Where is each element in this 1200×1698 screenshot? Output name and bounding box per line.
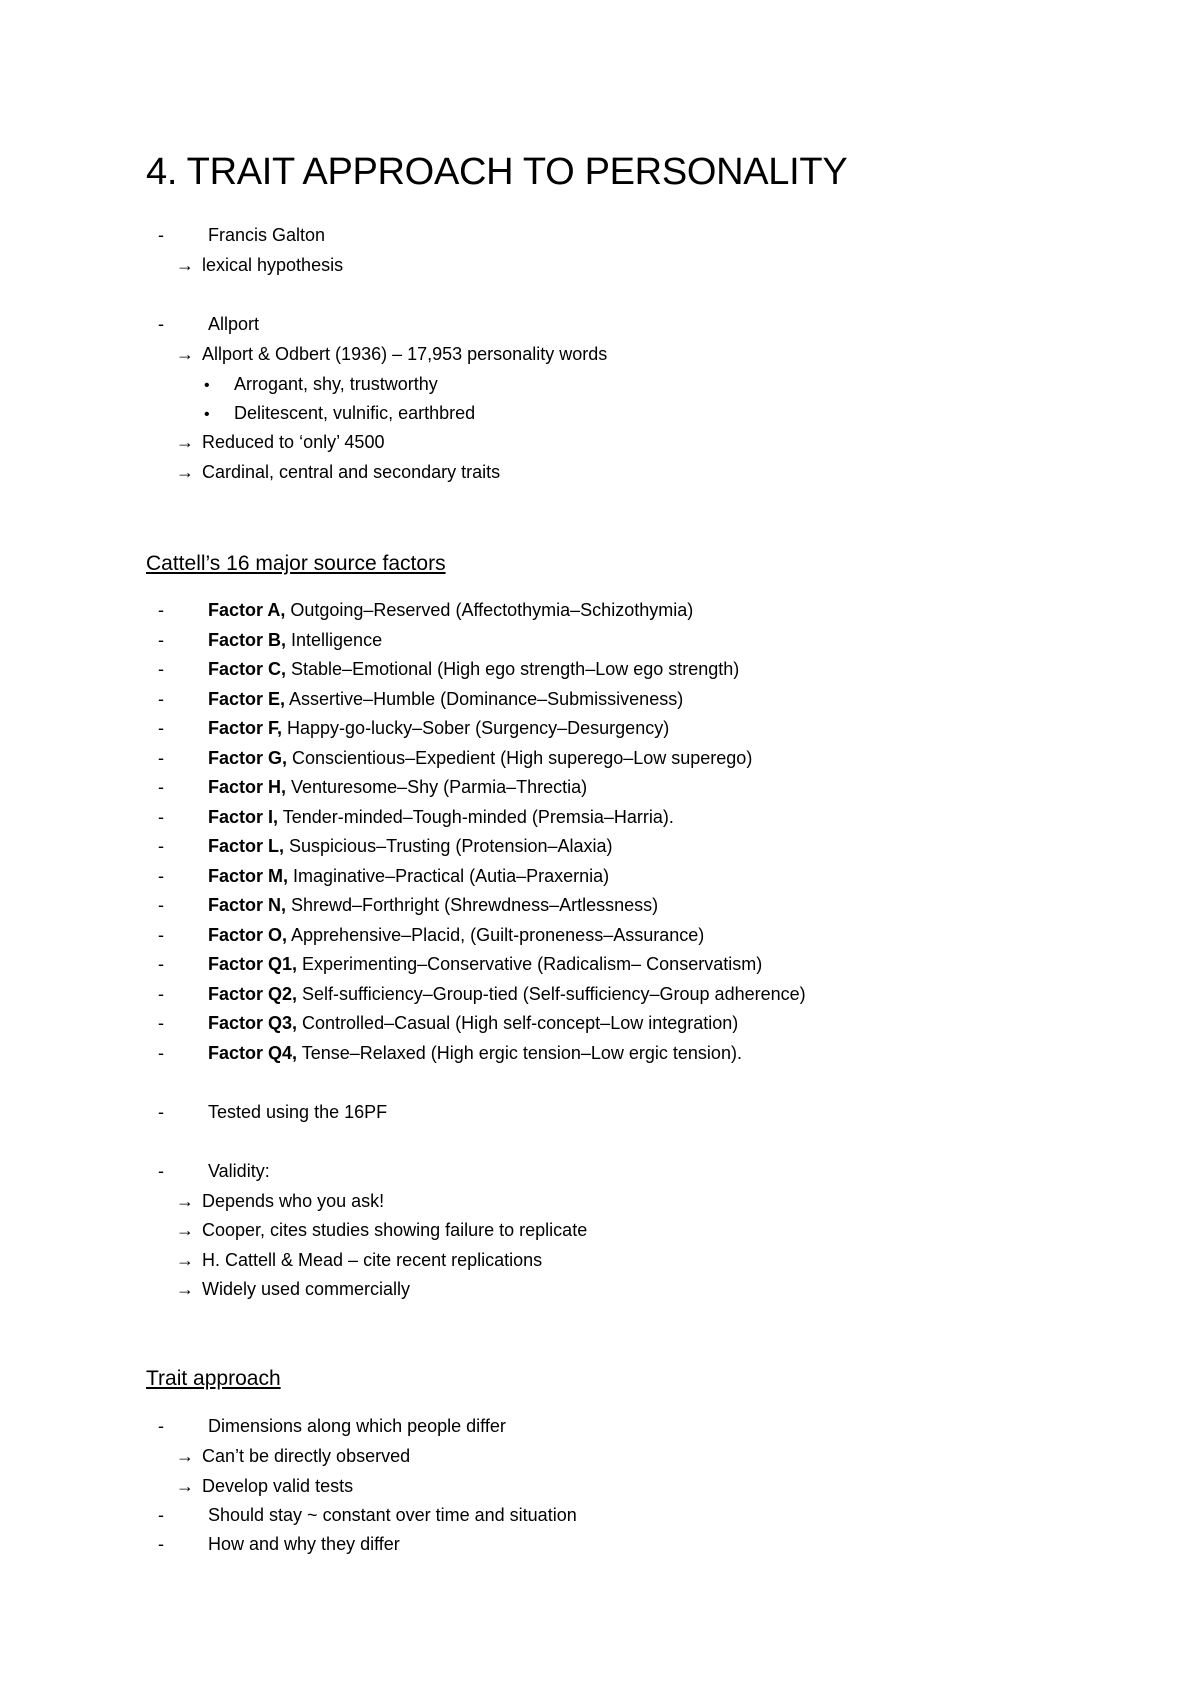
- arrow-icon: →: [176, 1191, 194, 1211]
- arrow-icon: →: [176, 1220, 194, 1240]
- arrow-icon: →: [176, 432, 194, 452]
- factor-item: [158, 981, 806, 1007]
- factor-description: Controlled–Casual (High self-concept–Low integration): [297, 1013, 739, 1033]
- sub-item-validity: [176, 1247, 542, 1273]
- factor-label: Factor H,: [208, 777, 287, 797]
- sub-item-text: Develop valid tests: [202, 1476, 354, 1496]
- list-item-validity: [158, 1158, 270, 1184]
- list-item-allport: [158, 311, 259, 337]
- sub-item-text: Cooper, cites studies showing failure to replicate: [202, 1220, 588, 1240]
- factor-label: Factor E,: [208, 688, 286, 709]
- sub-item-text: Can’t be directly observed: [202, 1446, 411, 1466]
- bullet-text: Arrogant, shy, trustworthy: [234, 374, 438, 394]
- factor-description: Experimenting–Conservative (Radicalism– Conservatism): [297, 954, 763, 974]
- dash-marker: -: [158, 718, 164, 738]
- arrow-icon: →: [176, 255, 194, 275]
- sub-item-cardinal: [176, 459, 500, 485]
- sub-item-observed: [176, 1443, 410, 1469]
- arrow-icon: →: [176, 344, 194, 364]
- factor-label: Factor N,: [208, 895, 287, 915]
- dash-marker: -: [158, 1161, 164, 1181]
- dash-marker: -: [158, 747, 164, 768]
- list-item-constant: [158, 1502, 577, 1528]
- factor-label: Factor Q1,: [208, 954, 298, 974]
- list-item-text: Dimensions along which people differ: [208, 1416, 506, 1436]
- bullet-icon: •: [204, 377, 210, 394]
- sub-item-reduced: [176, 429, 384, 455]
- dash-marker: -: [158, 983, 164, 1004]
- bullet-item-arrogant: [204, 371, 438, 397]
- factor-description: Venturesome–Shy (Parmia–Threctia): [286, 777, 588, 797]
- factor-item: [158, 922, 704, 948]
- sub-item-tests: [176, 1473, 353, 1499]
- factor-label: Factor F,: [208, 718, 283, 738]
- dash-marker: -: [158, 806, 164, 827]
- dash-marker: -: [158, 600, 164, 620]
- factor-item: [158, 686, 683, 712]
- factor-description: Stable–Emotional (High ego strength–Low ego strength): [286, 659, 740, 679]
- bullet-text: Delitescent, vulnific, earthbred: [234, 403, 476, 423]
- dash-marker: -: [158, 1013, 164, 1033]
- factor-label: Factor M,: [208, 865, 289, 886]
- dash-marker: -: [158, 777, 164, 797]
- dash-marker: -: [158, 1534, 164, 1554]
- dash-marker: -: [158, 1416, 164, 1436]
- arrow-icon: →: [176, 462, 194, 482]
- list-item-galton: [158, 222, 325, 248]
- sub-item-text: Widely used commercially: [202, 1279, 411, 1299]
- factor-item: [158, 627, 382, 653]
- factor-label: Factor O,: [208, 924, 288, 945]
- arrow-icon: →: [176, 1446, 194, 1466]
- factor-description: Outgoing–Reserved (Affectothymia–Schizothymia): [285, 600, 694, 620]
- dash-marker: -: [158, 1042, 164, 1063]
- sub-item-text: Allport & Odbert (1936) – 17,953 personality words: [202, 344, 608, 364]
- sub-item-text: lexical hypothesis: [202, 255, 344, 275]
- dash-marker: -: [158, 954, 164, 974]
- factor-item: [158, 1010, 738, 1036]
- factor-item: [158, 804, 674, 830]
- factor-description: Imaginative–Practical (Autia–Praxernia): [288, 865, 610, 886]
- sub-item-validity: [176, 1188, 384, 1214]
- factor-description: Apprehensive–Placid, (Guilt-proneness–Assurance): [287, 924, 705, 945]
- factor-description: Suspicious–Trusting (Protension–Alaxia): [284, 836, 613, 856]
- list-item-text: Tested using the 16PF: [208, 1102, 388, 1122]
- factor-description: Tender-minded–Tough-minded (Premsia–Harria).: [278, 806, 674, 827]
- factor-item: [158, 656, 739, 682]
- bullet-icon: •: [204, 406, 210, 423]
- arrow-icon: →: [176, 1476, 194, 1496]
- factor-label: Factor Q4,: [208, 1042, 298, 1063]
- dash-marker: -: [158, 629, 164, 650]
- factor-item: [158, 1040, 742, 1066]
- factor-description: Assertive–Humble (Dominance–Submissiveness): [285, 688, 684, 709]
- factor-label: Factor C,: [208, 659, 287, 679]
- factor-label: Factor G,: [208, 747, 288, 768]
- page-title: 4. TRAIT APPROACH TO PERSONALITY: [146, 151, 848, 193]
- dash-marker: -: [158, 836, 164, 856]
- sub-item-text: Cardinal, central and secondary traits: [202, 462, 501, 482]
- list-item-text: Should stay ~ constant over time and situation: [208, 1505, 577, 1525]
- bullet-item-delitescent: [204, 400, 475, 426]
- dash-marker: -: [158, 1505, 164, 1525]
- section-heading-cattell: Cattell’s 16 major source factors: [146, 552, 446, 575]
- dash-marker: -: [158, 688, 164, 709]
- sub-item-validity: [176, 1276, 410, 1302]
- factor-description: Intelligence: [286, 629, 383, 650]
- factor-label: Factor L,: [208, 836, 285, 856]
- factor-label: Factor A,: [208, 600, 286, 620]
- factor-item: [158, 951, 762, 977]
- sub-item-text: H. Cattell & Mead – cite recent replications: [202, 1250, 543, 1270]
- list-item-text: Validity:: [208, 1161, 270, 1181]
- list-item-text: How and why they differ: [208, 1534, 400, 1554]
- list-item-differ: [158, 1531, 400, 1557]
- arrow-icon: →: [176, 1250, 194, 1270]
- factor-item: [158, 833, 613, 859]
- factor-item: [158, 715, 669, 741]
- factor-item: [158, 597, 693, 623]
- dash-marker: -: [158, 659, 164, 679]
- dash-marker: -: [158, 314, 164, 334]
- dash-marker: -: [158, 895, 164, 915]
- factor-description: Self-sufficiency–Group-tied (Self-sufficiency–Group adherence): [297, 983, 806, 1004]
- list-item-dimensions: [158, 1413, 506, 1439]
- dash-marker: -: [158, 865, 164, 886]
- sub-item-validity: [176, 1217, 587, 1243]
- factor-description: Happy-go-lucky–Sober (Surgency–Desurgency): [282, 718, 670, 738]
- factor-item: [158, 745, 752, 771]
- list-item-text: Allport: [208, 314, 260, 334]
- sub-item-text: Depends who you ask!: [202, 1191, 385, 1211]
- factor-description: Conscientious–Expedient (High superego–Low superego): [287, 747, 753, 768]
- dash-marker: -: [158, 1102, 164, 1122]
- dash-marker: -: [158, 924, 164, 945]
- sub-item-text: Reduced to ‘only’ 4500: [202, 432, 385, 452]
- factor-label: Factor I,: [208, 806, 279, 827]
- sub-item-odbert: [176, 341, 607, 367]
- factor-label: Factor Q2,: [208, 983, 298, 1004]
- sub-item-lexical: [176, 252, 343, 278]
- factor-label: Factor Q3,: [208, 1013, 298, 1033]
- factor-item: [158, 892, 658, 918]
- list-item-text: Francis Galton: [208, 225, 326, 245]
- dash-marker: -: [158, 225, 164, 245]
- factor-item: [158, 774, 587, 800]
- section-heading-trait: Trait approach: [146, 1367, 281, 1390]
- factor-label: Factor B,: [208, 629, 287, 650]
- factor-item: [158, 863, 609, 889]
- arrow-icon: →: [176, 1279, 194, 1299]
- list-item-tested: [158, 1099, 387, 1125]
- factor-description: Shrewd–Forthright (Shrewdness–Artlessness): [286, 895, 659, 915]
- factor-description: Tense–Relaxed (High ergic tension–Low ergic tension).: [297, 1042, 742, 1063]
